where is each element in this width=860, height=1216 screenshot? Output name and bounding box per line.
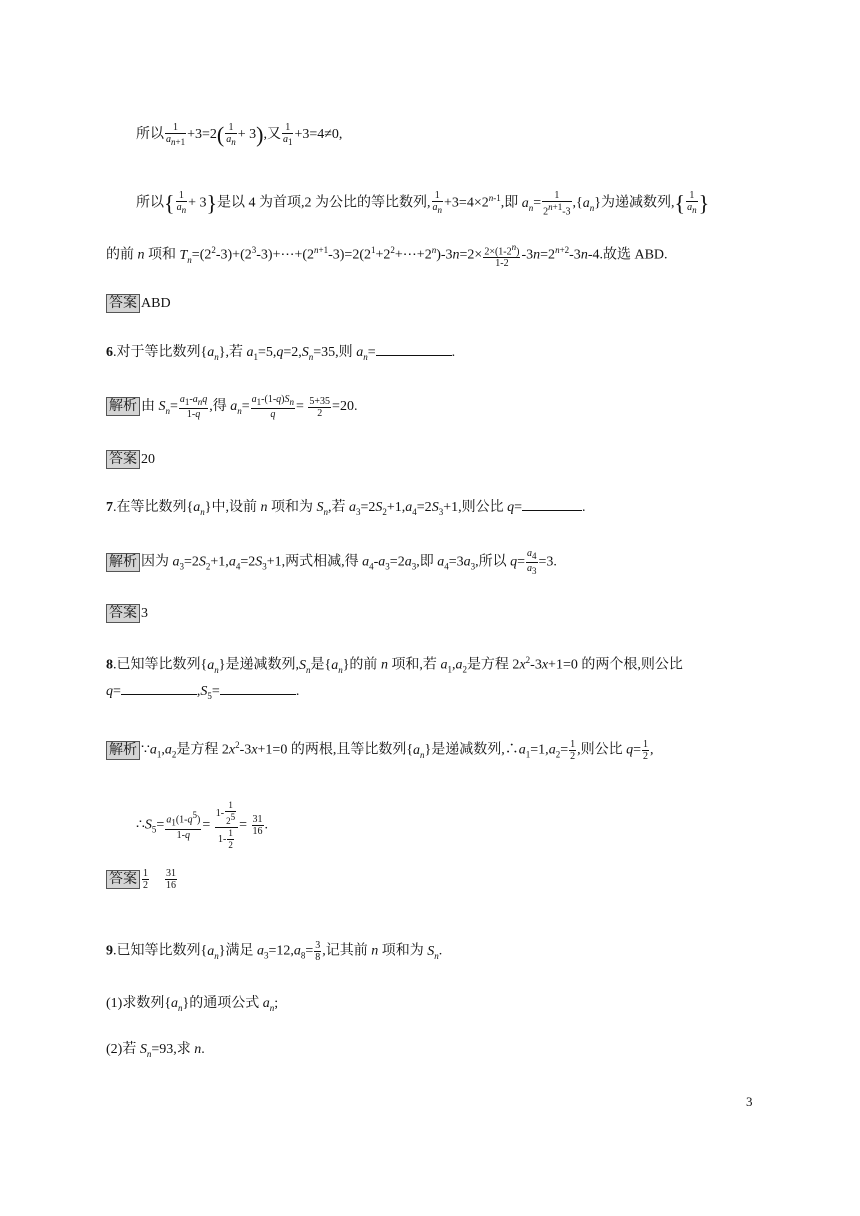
- q9-part1: (1)求数列$\{a_n\}$的通项公式 $a_n$;: [106, 996, 279, 1013]
- q8-blank-s5[interactable]: [220, 680, 296, 695]
- q7-stem: 7.在等比数列$\{a_n\}$中,设前 n 项和为 $S_n$,若 $a_3=2S_2+1,a_4=2S_3+1$,则公比 q= .: [106, 496, 586, 522]
- analysis-label: 解析: [106, 397, 140, 416]
- answer-label: 答案: [106, 870, 140, 889]
- q8-answer: 答案 $\frac{1}{2}$ $\frac{31}{16}$: [106, 868, 178, 891]
- q9-stem: 9.已知等比数列$\{a_n\}$满足 $a_3=12,a_8=$ $\frac{3}{8}$ ,记其前 n 项和为 $S_n$.: [106, 940, 443, 963]
- q8-number: 8: [106, 657, 113, 673]
- answer-label: 答案: [106, 294, 140, 313]
- cont-line-3: 的前 n 项和 $T_n=(2^2-3)+(2^3-3)+\cdots+(2^{n+1}-3)=2(2^1+2^2+\cdots+2^n)-3n=2\times$ $\frac{2\times(1-2^n)}{1-2}$ $-3n=2^{n+2}-3n-4$.故选 ABD.: [106, 241, 668, 270]
- page-number: 3: [746, 1094, 753, 1109]
- cont-line-1: 所以 $\frac{1}{a_{n+1}}$ +3=2( $\frac{1}{a_n}$ + 3),又 $\frac{1}{a_1}$ +3=4≠0,: [136, 122, 343, 147]
- q7-analysis: 解析 因为 $a_3=2S_2+1,a_4=2S_3+1$,两式相减,得 $a_4-a_3=2a_3$,即 $a_4=3a_3$,所以 q= $\frac{a_4}{a_3}$ =3.: [106, 548, 557, 577]
- answer-value: ABD: [141, 296, 171, 311]
- q8-blank-q[interactable]: [121, 680, 197, 695]
- q6-stem: 6.对于等比数列$\{a_n\}$,若 $a_1=5,q=2,S_n=35$,则 $a_n=$ .: [106, 341, 455, 367]
- q8-analysis-1: 解析 $\because a_1,a_2$是方程 $2x^2-3x+1=0$ 的两根,且等比数列$\{a_n\}$是递减数列$,\therefore a_1=1,a_2=$ $\frac{1}{2}$ ,则公比 q= $\frac{1}{2}$ ,: [106, 735, 654, 764]
- q7-blank[interactable]: [522, 496, 582, 511]
- q6-analysis: 解析 由 $S_n=$ $\frac{a_1-a_nq}{1-q}$ ,得 $a_n=$ $\frac{a_1-(1-q)S_n}{q}$ = $\frac{5+35}{2}$ =20.: [106, 394, 357, 421]
- answer-label: 答案: [106, 604, 140, 623]
- cont-line-2: 所以{ $\frac{1}{a_n}$ + 3}是以 4 为首项,2 为公比的等比数列, $\frac{1}{a_n}$ $+3=4\times 2^{n-1}$,即 $a_n=$ $\frac{1}{2^{n+1}-3}$ $,\{a_n\}$为递减数列,{ $\frac{1}{a_n}$ }: [136, 189, 710, 218]
- analysis-label: 解析: [106, 553, 140, 572]
- answer-value: 3: [141, 606, 148, 621]
- q7-answer: [106, 604, 148, 624]
- q8-analysis-2: $\therefore S_5=$ $\frac{a_1(1-q^5)}{1-q}$ = 1- $\frac{1}{2^5}$ 1- $\frac{1}{2}$ = $\frac{31}{16}$ .: [136, 800, 268, 850]
- q9-number: 9: [106, 943, 113, 959]
- q8-stem-1: 8.已知等比数列$\{a_n\}$是递减数列$,S_n$是$\{a_n\}$的前 n 项和,若 $a_1,a_2$是方程 $2x^2-3x+1=0$ 的两个根,则公比: [106, 655, 683, 675]
- q9-part2: (2)若 $S_n=93$,求 n.: [106, 1042, 205, 1059]
- answer-label: 答案: [106, 450, 140, 469]
- cont-answer: [106, 294, 171, 314]
- answer-value: 20: [141, 452, 155, 467]
- q6-number: 6: [106, 345, 113, 360]
- q6-blank[interactable]: [376, 341, 452, 356]
- q6-answer: [106, 450, 155, 470]
- text: 所以: [136, 127, 164, 143]
- q8-stem-2: $q= ,S_5=$ .: [106, 680, 299, 706]
- q7-number: 7: [106, 500, 113, 515]
- analysis-label: 解析: [106, 741, 140, 760]
- fraction: $\frac{1}{a_{n+1}}$: [166, 122, 186, 147]
